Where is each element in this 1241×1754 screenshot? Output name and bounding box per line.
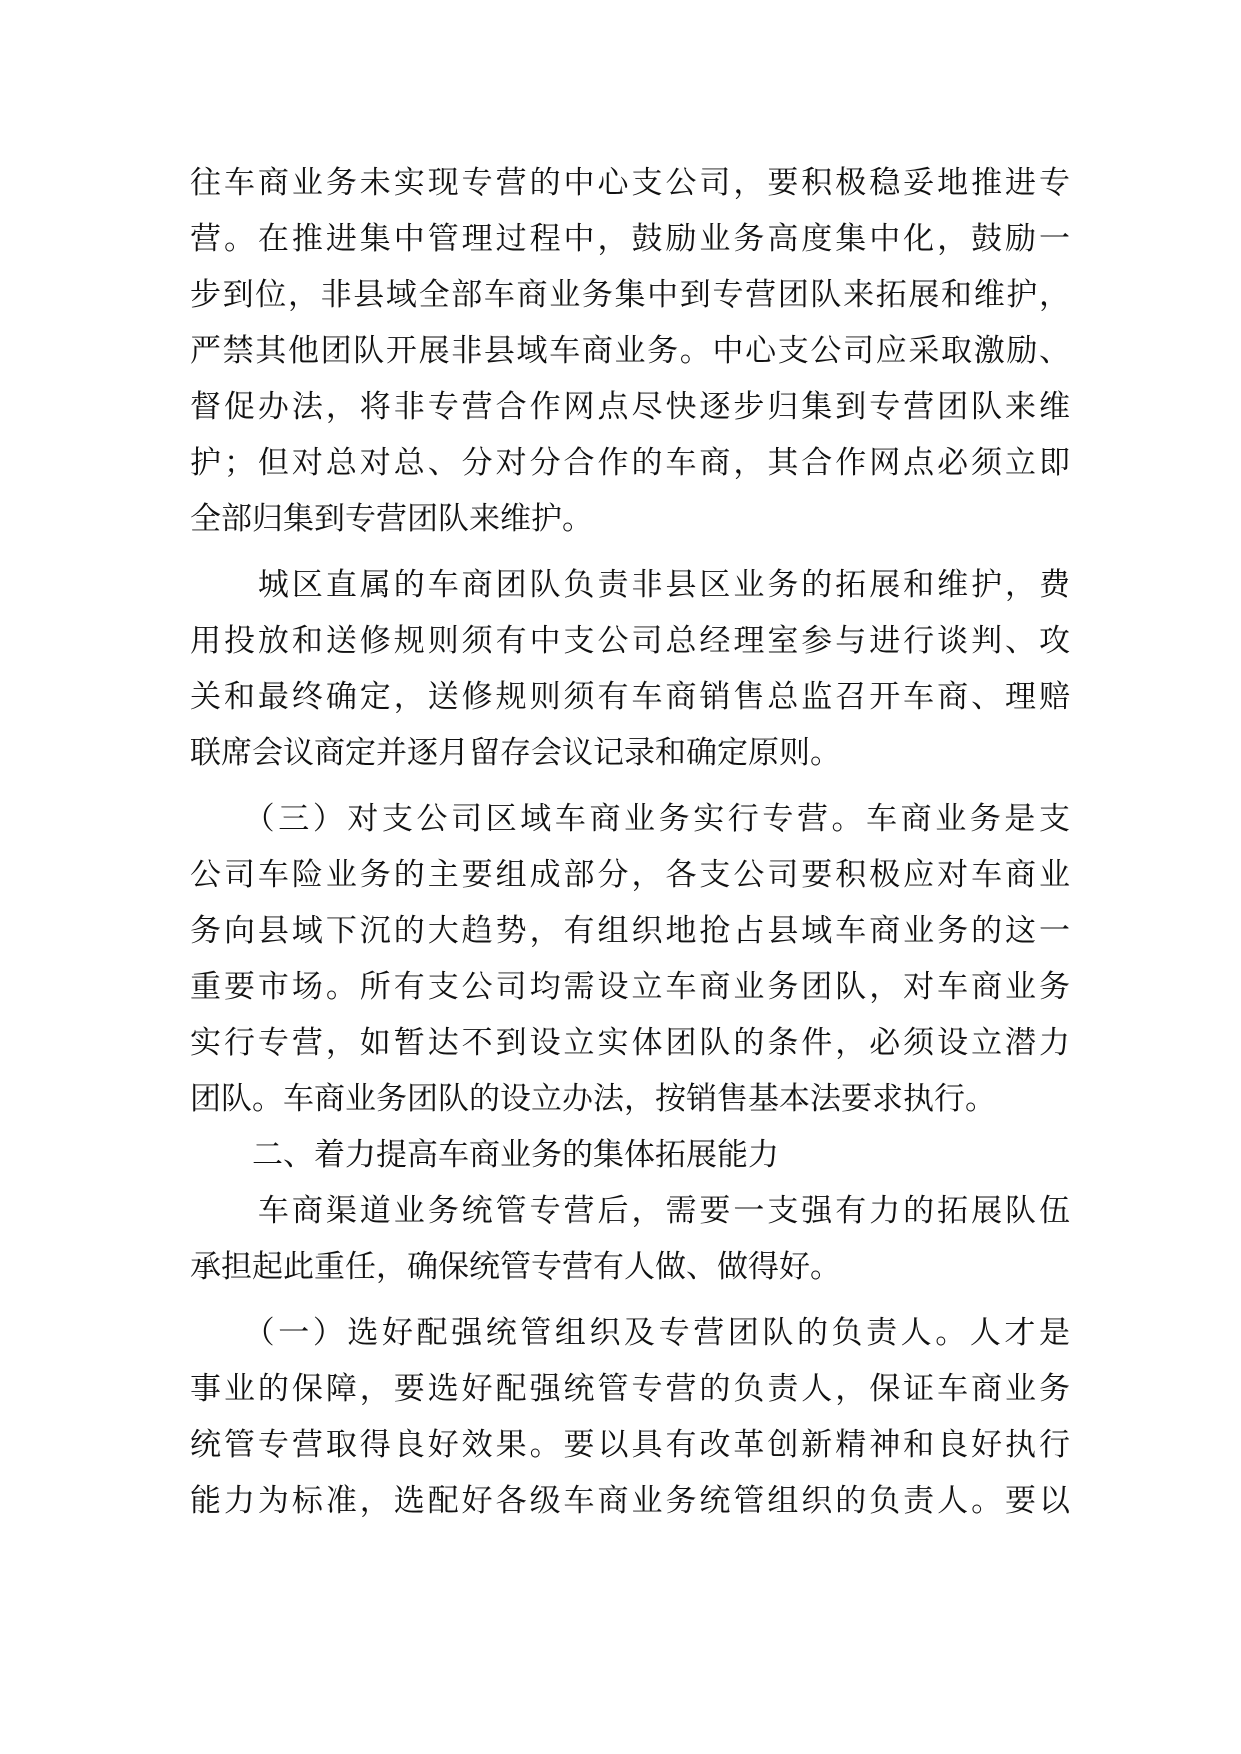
paragraph-gap [190,781,1070,791]
paragraph-2 [190,557,1070,781]
text-line: 步到位，非县域全部车商业务集中到专营团队来拓展和维护， [190,277,1070,313]
text-line: 事业的保障，要选好配强统管专营的负责人，保证车商业务 [190,1371,1070,1407]
text-line: 公司车险业务的主要组成部分，各支公司要积极应对车商业 [190,857,1070,893]
text-line: 用投放和送修规则须有中支公司总经理室参与进行谈判、攻 [190,623,1070,659]
text-line: 统管专营取得良好效果。要以具有改革创新精神和良好执行 [190,1427,1070,1463]
text-line: 车商渠道业务统管专营后，需要一支强有力的拓展队伍 [190,1193,1070,1229]
paragraph-3 [190,791,1070,1127]
text-line: 联席会议商定并逐月留存会议记录和确定原则。 [190,735,841,771]
text-line: 实行专营，如暂达不到设立实体团队的条件，必须设立潜力 [190,1025,1070,1061]
text-line: 营。在推进集中管理过程中，鼓励业务高度集中化，鼓励一 [190,221,1070,257]
section-heading [190,1127,1070,1183]
text-line: 督促办法，将非专营合作网点尽快逐步归集到专营团队来维 [190,389,1070,425]
paragraph-4 [190,1183,1070,1295]
text-line: 城区直属的车商团队负责非县区业务的拓展和维护，费 [190,567,1070,603]
text-line: 能力为标准，选配好各级车商业务统管组织的负责人。要以 [190,1483,1070,1519]
paragraph-5 [190,1305,1070,1529]
text-line: 往车商业务未实现专营的中心支公司，要积极稳妥地推进专 [190,165,1070,201]
text-line: 务向县域下沉的大趋势，有组织地抢占县域车商业务的这一 [190,913,1070,949]
paragraph-gap [190,547,1070,557]
text-line: 严禁其他团队开展非县域车商业务。中心支公司应采取激励、 [190,333,1070,369]
text-line: 团队。车商业务团队的设立办法，按销售基本法要求执行。 [190,1081,996,1117]
text-line: 全部归集到专营团队来维护。 [190,501,593,537]
paragraph-1 [190,155,1070,547]
text-line: 关和最终确定，送修规则须有车商销售总监召开车商、理赔 [190,679,1070,715]
text-line: （三）对支公司区域车商业务实行专营。车商业务是支 [190,801,1070,837]
section-heading-text: 二、着力提高车商业务的集体拓展能力 [190,1137,779,1173]
text-line: （一）选好配强统管组织及专营团队的负责人。人才是 [190,1315,1070,1351]
text-line: 承担起此重任，确保统管专营有人做、做得好。 [190,1249,841,1285]
text-line: 重要市场。所有支公司均需设立车商业务团队，对车商业务 [190,969,1070,1005]
text-line: 护；但对总对总、分对分合作的车商，其合作网点必须立即 [190,445,1070,481]
paragraph-gap [190,1295,1070,1305]
document-body [190,155,1070,1529]
